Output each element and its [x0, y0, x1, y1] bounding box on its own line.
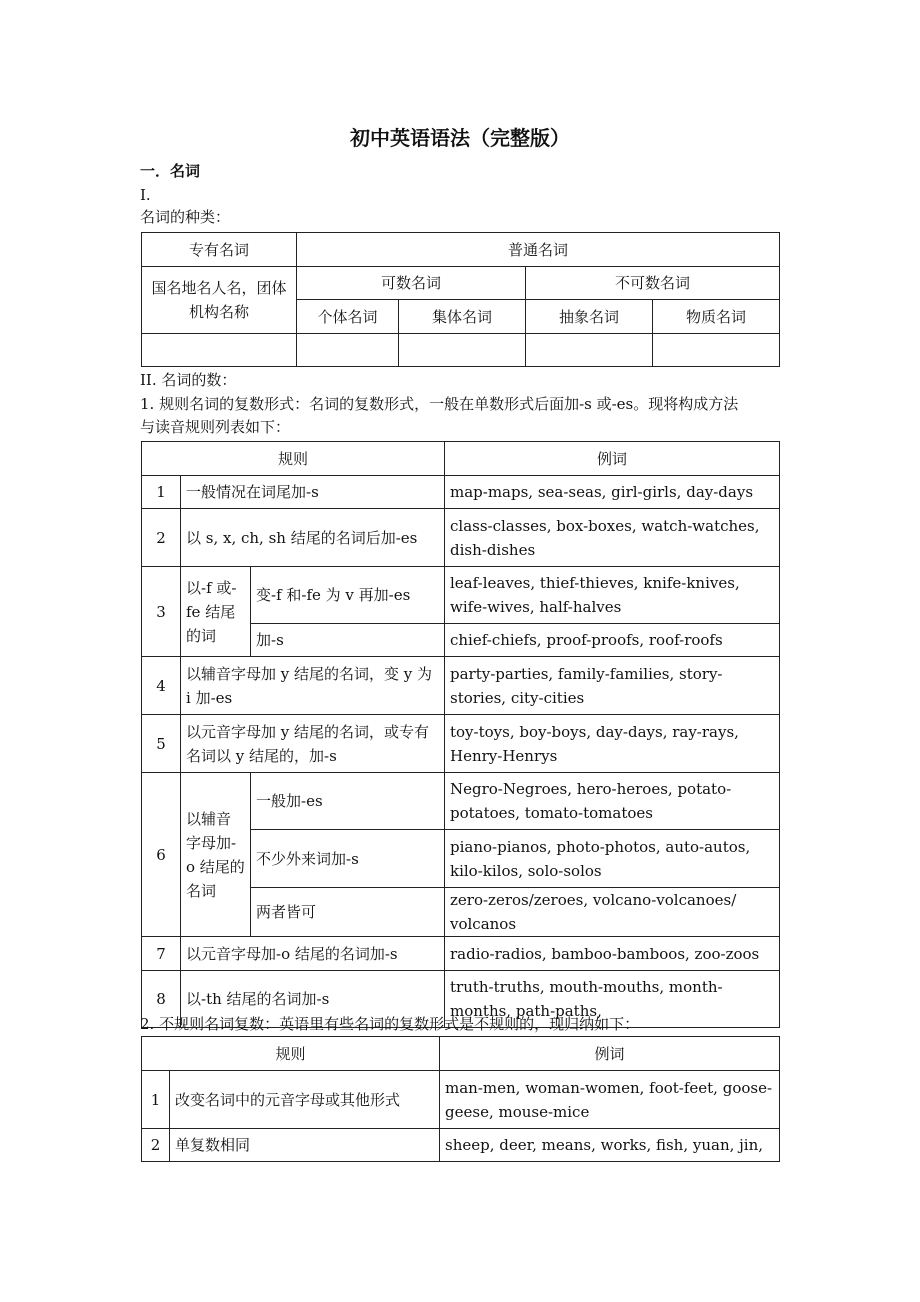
example-cell: chief-chiefs, proof-proofs, roof-roofs [445, 624, 780, 657]
table-row [142, 657, 780, 715]
rule-cell: 一般加-es [251, 773, 445, 830]
example-cell: toy-toys, boy-boys, day-days, ray-rays, Henry-Henrys [445, 715, 780, 773]
table-row [142, 567, 780, 624]
irregular-plural-intro: 2. 不规则名词复数：英语里有些名词的复数形式是不规则的，现归纳如下： [140, 1015, 640, 1033]
table-row [142, 476, 780, 509]
row-number: 8 [142, 971, 181, 1028]
regular-plural-intro-line2: 与读音规则列表如下： [140, 418, 291, 436]
table-row [142, 1129, 780, 1162]
document-title: 初中英语语法（完整版） [350, 126, 570, 150]
noun-kinds-table [141, 232, 780, 367]
rule-cell: 以元音字母加-o 结尾的名词加-s [181, 937, 445, 971]
example-cell: sheep, deer, means, works, fish, yuan, jin, [440, 1129, 780, 1162]
proper-noun-header: 专有名词 [142, 233, 297, 267]
rule-cell: 变-f 和-fe 为 v 再加-es [251, 567, 445, 624]
empty-cell [142, 334, 297, 367]
rule-cell: 以-th 结尾的名词加-s [181, 971, 445, 1028]
rule-cell: 以辅音字母加 y 结尾的名词，变 y 为 i 加-es [181, 657, 445, 715]
empty-cell [399, 334, 526, 367]
table-row [142, 773, 780, 830]
noun-kinds-label: 名词的种类： [140, 208, 231, 226]
collective-noun-header: 集体名词 [399, 300, 526, 334]
roman-numeral-1: I. [140, 186, 151, 204]
noun-number-heading: II. 名词的数： [140, 371, 237, 389]
regular-plural-intro-line1: 1. 规则名词的复数形式：名词的复数形式，一般在单数形式后面加-s 或-es。现将构成方法 [140, 395, 739, 413]
example-header: 例词 [440, 1037, 780, 1071]
example-cell: man-men, woman-women, foot-feet, goose-geese, mouse-mice [440, 1071, 780, 1129]
rule-cell: 改变名词中的元音字母或其他形式 [170, 1071, 440, 1129]
rule-cell: 以 s, x, ch, sh 结尾的名词后加-es [181, 509, 445, 567]
rule-cell: 以元音字母加 y 结尾的名词，或专有名词以 y 结尾的，加-s [181, 715, 445, 773]
row-number: 3 [142, 567, 181, 657]
empty-cell [297, 334, 399, 367]
regular-plural-table [141, 441, 780, 1028]
row-number: 2 [142, 509, 181, 567]
empty-cell [526, 334, 653, 367]
empty-cell [653, 334, 780, 367]
table-row [142, 937, 780, 971]
example-cell: class-classes, box-boxes, watch-watches, dish-dishes [445, 509, 780, 567]
section-heading-nouns: 一．名词 [140, 162, 201, 180]
rule-cell: 不少外来词加-s [251, 830, 445, 888]
rule-group-cell: 以辅音字母加-o 结尾的名词 [181, 773, 251, 937]
row-number: 1 [142, 1071, 170, 1129]
proper-noun-desc: 国名地名人名，团体机构名称 [142, 267, 297, 334]
example-cell: party-parties, family-families, story-stories, city-cities [445, 657, 780, 715]
table-row [142, 509, 780, 567]
rule-header: 规则 [142, 1037, 440, 1071]
example-cell: leaf-leaves, thief-thieves, knife-knives, wife-wives, half-halves [445, 567, 780, 624]
rule-group-cell: 以-f 或-fe 结尾的词 [181, 567, 251, 657]
example-cell: truth-truths, mouth-mouths, month-months, path-paths, [445, 971, 780, 1028]
example-cell: Negro-Negroes, hero-heroes, potato-potatoes, tomato-tomatoes [445, 773, 780, 830]
row-number: 4 [142, 657, 181, 715]
rule-header: 规则 [142, 442, 445, 476]
row-number: 2 [142, 1129, 170, 1162]
common-noun-header: 普通名词 [297, 233, 780, 267]
rule-cell: 一般情况在词尾加-s [181, 476, 445, 509]
irregular-plural-table [141, 1036, 780, 1162]
rule-cell: 单复数相同 [170, 1129, 440, 1162]
table-row [142, 1071, 780, 1129]
abstract-noun-header: 抽象名词 [526, 300, 653, 334]
example-header: 例词 [445, 442, 780, 476]
row-number: 5 [142, 715, 181, 773]
individual-noun-header: 个体名词 [297, 300, 399, 334]
uncountable-noun-header: 不可数名词 [526, 267, 780, 300]
example-cell: piano-pianos, photo-photos, auto-autos, kilo-kilos, solo-solos [445, 830, 780, 888]
example-cell: zero-zeros/zeroes, volcano-volcanoes/ volcanos [445, 888, 780, 937]
row-number: 6 [142, 773, 181, 937]
table-row [142, 715, 780, 773]
example-cell: radio-radios, bamboo-bamboos, zoo-zoos [445, 937, 780, 971]
countable-noun-header: 可数名词 [297, 267, 526, 300]
rule-cell: 加-s [251, 624, 445, 657]
material-noun-header: 物质名词 [653, 300, 780, 334]
example-cell: map-maps, sea-seas, girl-girls, day-days [445, 476, 780, 509]
row-number: 1 [142, 476, 181, 509]
rule-cell: 两者皆可 [251, 888, 445, 937]
row-number: 7 [142, 937, 181, 971]
